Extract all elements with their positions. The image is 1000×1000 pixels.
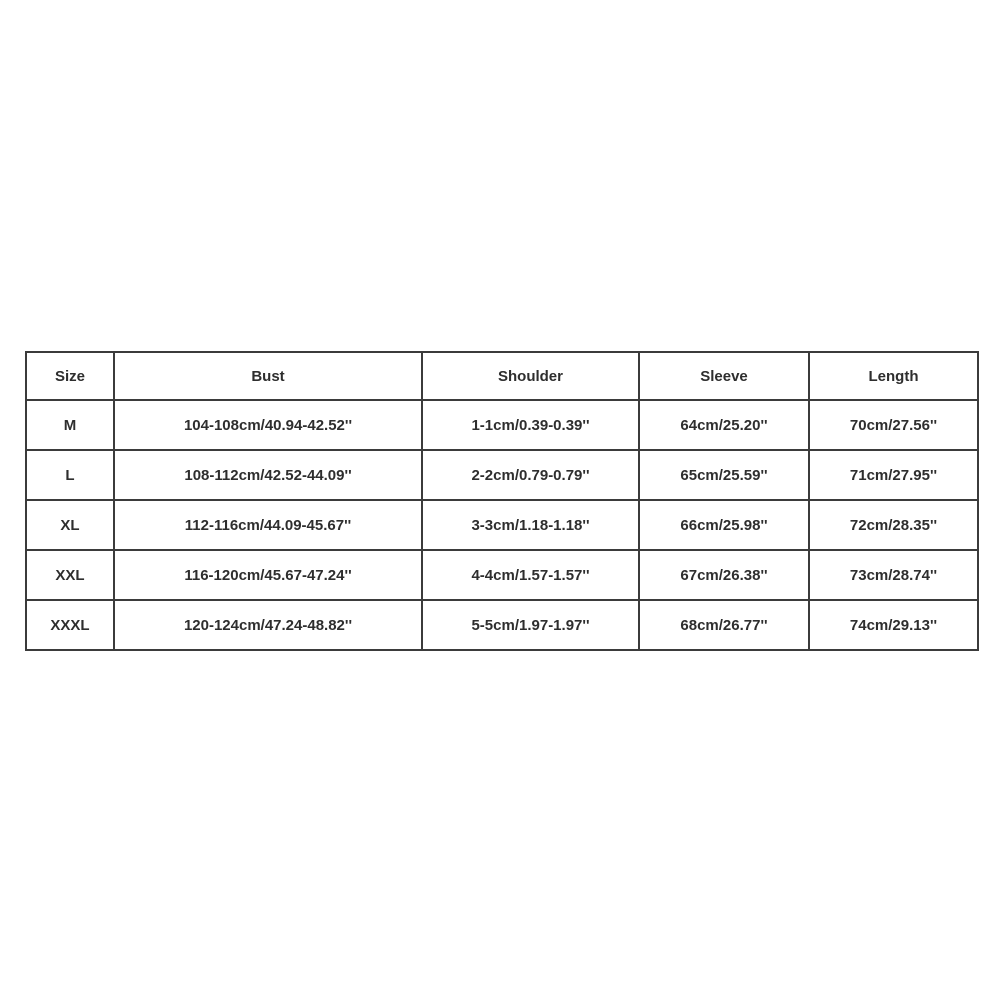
measurement-cell: 1-1cm/0.39-0.39'' <box>422 400 639 450</box>
measurement-cell: 5-5cm/1.97-1.97'' <box>422 600 639 650</box>
size-label-cell: XL <box>26 500 114 550</box>
measurement-cell: 104-108cm/40.94-42.52'' <box>114 400 422 450</box>
size-label-cell: XXXL <box>26 600 114 650</box>
measurement-cell: 3-3cm/1.18-1.18'' <box>422 500 639 550</box>
column-header-sleeve: Sleeve <box>639 352 809 400</box>
size-label-cell: M <box>26 400 114 450</box>
size-chart-header-row <box>26 352 978 400</box>
measurement-cell: 116-120cm/45.67-47.24'' <box>114 550 422 600</box>
measurement-cell: 68cm/26.77'' <box>639 600 809 650</box>
size-chart-body <box>26 400 978 650</box>
table-row <box>26 600 978 650</box>
measurement-cell: 108-112cm/42.52-44.09'' <box>114 450 422 500</box>
measurement-cell: 72cm/28.35'' <box>809 500 978 550</box>
column-header-size: Size <box>26 352 114 400</box>
table-row <box>26 400 978 450</box>
measurement-cell: 74cm/29.13'' <box>809 600 978 650</box>
table-row <box>26 550 978 600</box>
column-header-length: Length <box>809 352 978 400</box>
measurement-cell: 4-4cm/1.57-1.57'' <box>422 550 639 600</box>
measurement-cell: 120-124cm/47.24-48.82'' <box>114 600 422 650</box>
size-label-cell: L <box>26 450 114 500</box>
table-row <box>26 450 978 500</box>
size-chart-table <box>25 351 979 651</box>
size-label-cell: XXL <box>26 550 114 600</box>
measurement-cell: 65cm/25.59'' <box>639 450 809 500</box>
measurement-cell: 67cm/26.38'' <box>639 550 809 600</box>
table-row <box>26 500 978 550</box>
measurement-cell: 73cm/28.74'' <box>809 550 978 600</box>
measurement-cell: 66cm/25.98'' <box>639 500 809 550</box>
measurement-cell: 64cm/25.20'' <box>639 400 809 450</box>
measurement-cell: 2-2cm/0.79-0.79'' <box>422 450 639 500</box>
measurement-cell: 71cm/27.95'' <box>809 450 978 500</box>
column-header-bust: Bust <box>114 352 422 400</box>
measurement-cell: 112-116cm/44.09-45.67'' <box>114 500 422 550</box>
column-header-shoulder: Shoulder <box>422 352 639 400</box>
measurement-cell: 70cm/27.56'' <box>809 400 978 450</box>
